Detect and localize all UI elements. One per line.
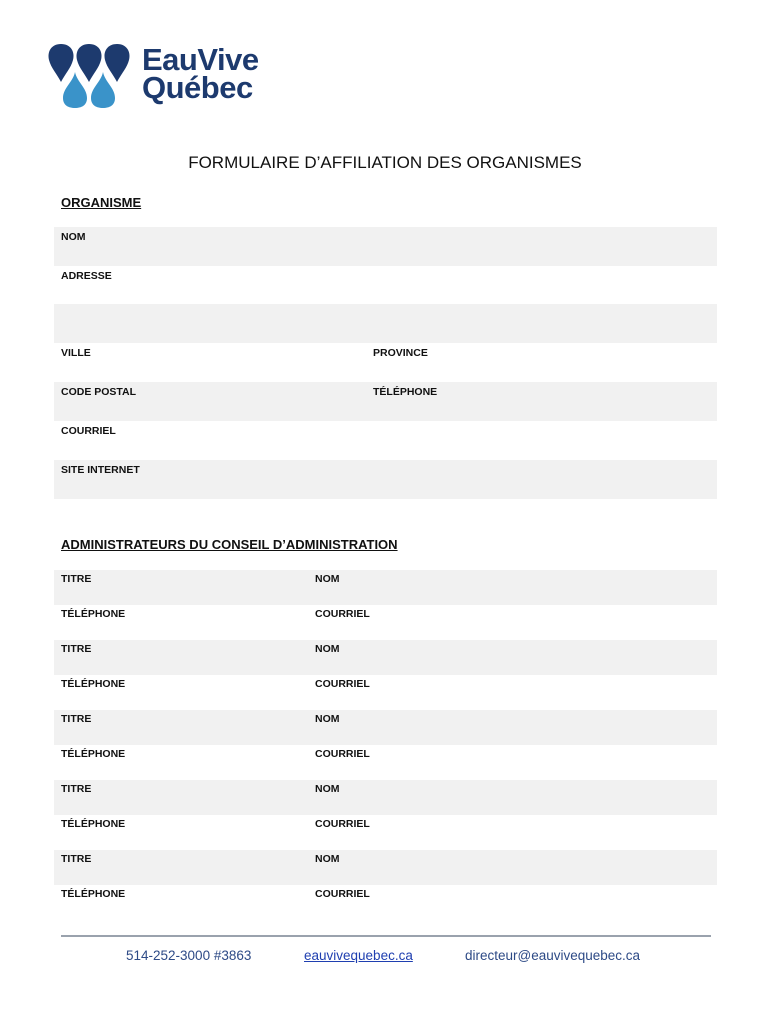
field-label-nom: NOM [61, 231, 86, 243]
field-row-ville-province[interactable] [54, 343, 717, 382]
admin-row-titre-nom[interactable] [54, 850, 717, 885]
footer-website-link[interactable]: eauvivequebec.ca [304, 948, 413, 963]
field-label-adresse: ADRESSE [61, 270, 112, 282]
field-label-courriel: COURRIEL [315, 678, 370, 690]
logo-line-2: Québec [142, 70, 253, 105]
footer-phone: 514-252-3000 #3863 [126, 948, 252, 963]
admin-row-titre-nom[interactable] [54, 710, 717, 745]
field-label-nom: NOM [315, 573, 340, 585]
footer-email[interactable]: directeur@eauvivequebec.ca [465, 948, 641, 963]
logo [47, 42, 287, 112]
field-row-code-postal-telephone[interactable] [54, 382, 717, 421]
field-label-titre: TITRE [61, 783, 92, 795]
field-label-nom: NOM [315, 783, 340, 795]
field-label-courriel: COURRIEL [315, 818, 370, 830]
field-label-nom: NOM [315, 643, 340, 655]
field-label-courriel: COURRIEL [315, 608, 370, 620]
water-drops-icon [47, 42, 137, 112]
field-label-courriel: COURRIEL [315, 748, 370, 760]
field-row-nom[interactable] [54, 227, 717, 266]
admin-row-titre-nom[interactable] [54, 780, 717, 815]
field-label-titre: TITRE [61, 573, 92, 585]
field-label-telephone: TÉLÉPHONE [373, 386, 438, 398]
page-title: FORMULAIRE D’AFFILIATION DES ORGANISMES [188, 153, 582, 172]
logo-line-1: EauVive [142, 42, 259, 77]
field-label-titre: TITRE [61, 713, 92, 725]
admin-row-telephone-courriel[interactable] [54, 675, 717, 710]
field-label-telephone: TÉLÉPHONE [61, 608, 126, 620]
field-label-titre: TITRE [61, 853, 92, 865]
admin-row-telephone-courriel[interactable] [54, 885, 717, 920]
section-heading-administrateurs: ADMINISTRATEURS DU CONSEIL D’ADMINISTRATION [61, 537, 398, 552]
admin-row-titre-nom[interactable] [54, 640, 717, 675]
field-label-titre: TITRE [61, 643, 92, 655]
admin-row-titre-nom[interactable] [54, 570, 717, 605]
section-heading-organisme: ORGANISME [61, 195, 142, 210]
logo-wordmark [142, 42, 259, 105]
field-label-ville: VILLE [61, 347, 91, 359]
field-label-telephone: TÉLÉPHONE [61, 888, 126, 900]
field-label-code-postal: CODE POSTAL [61, 386, 137, 398]
field-label-courriel: COURRIEL [315, 888, 370, 900]
administrateurs-table [54, 570, 717, 920]
footer-divider [61, 935, 711, 937]
field-label-nom: NOM [315, 853, 340, 865]
field-label-telephone: TÉLÉPHONE [61, 678, 126, 690]
organisme-table [54, 227, 717, 499]
field-label-nom: NOM [315, 713, 340, 725]
admin-row-telephone-courriel[interactable] [54, 815, 717, 850]
field-label-courriel: COURRIEL [61, 425, 116, 437]
admin-row-telephone-courriel[interactable] [54, 745, 717, 780]
field-row-site-internet[interactable] [54, 460, 717, 499]
admin-row-telephone-courriel[interactable] [54, 605, 717, 640]
field-label-telephone: TÉLÉPHONE [61, 818, 126, 830]
field-label-telephone: TÉLÉPHONE [61, 748, 126, 760]
field-row-adresse[interactable] [54, 266, 717, 343]
field-label-site-internet: SITE INTERNET [61, 464, 140, 476]
field-label-province: PROVINCE [373, 347, 428, 359]
field-row-courriel[interactable] [54, 421, 717, 460]
